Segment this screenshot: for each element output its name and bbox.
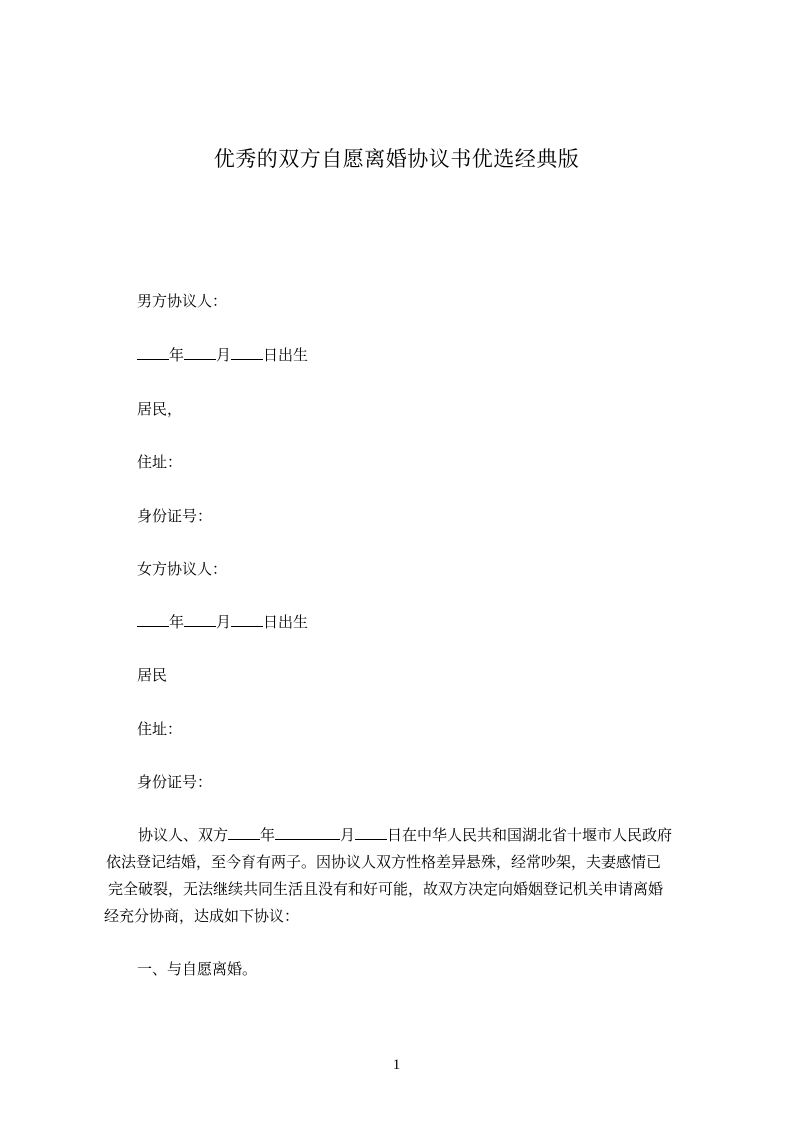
male-id-number: 身份证号： [137, 507, 213, 525]
male-birth-day-suffix: 日出生 [263, 346, 309, 364]
male-birth-date-line [137, 345, 308, 365]
marriage-year-suffix: 年 [260, 826, 276, 844]
female-birth-month-suffix: 月 [216, 613, 232, 631]
male-birth-year-suffix: 年 [169, 346, 185, 364]
page-number: 1 [392, 1057, 401, 1073]
agreement-prefix: 协议人、双方 [138, 826, 229, 844]
agreement-line-1-rest: 日在中华人民共和国湖北省十堰市人民政府 [387, 826, 673, 844]
marriage-month-blank [275, 825, 340, 840]
agreement-line-4: 经充分协商，达成如下协议： [104, 907, 300, 925]
female-birth-month-blank [184, 612, 216, 627]
document-title: 优秀的双方自愿离婚协议书优选经典版 [213, 147, 580, 171]
female-birth-date-line [137, 612, 308, 632]
male-residence: 居民， [137, 400, 183, 418]
agreement-line-1 [104, 822, 708, 849]
female-residence: 居民 [137, 666, 168, 684]
agreement-line-2: 依法登记结婚，至今育有两子。因协议人双方性格差异悬殊，经常吵架，夫妻感情已 [106, 853, 662, 871]
female-party-label: 女方协议人： [137, 560, 228, 578]
agreement-line-3: 完全破裂，无法继续共同生活且没有和好可能，故双方决定向婚姻登记机关申请离婚 [108, 880, 664, 898]
marriage-year-blank [228, 825, 260, 840]
agreement-paragraph [104, 822, 708, 930]
female-birth-year-blank [137, 612, 169, 627]
clause-1: 一、与自愿离婚。 [137, 960, 258, 978]
female-birth-day-suffix: 日出生 [263, 613, 309, 631]
male-birth-year-blank [137, 345, 169, 360]
female-birth-day-blank [231, 612, 263, 627]
female-id-number: 身份证号： [137, 773, 213, 791]
female-address: 住址： [137, 720, 183, 738]
male-address: 住址： [137, 453, 183, 471]
male-birth-day-blank [231, 345, 263, 360]
male-birth-month-suffix: 月 [216, 346, 232, 364]
marriage-day-blank [355, 825, 387, 840]
male-birth-month-blank [184, 345, 216, 360]
marriage-month-suffix: 月 [340, 826, 356, 844]
male-party-label: 男方协议人： [137, 292, 228, 310]
female-birth-year-suffix: 年 [169, 613, 185, 631]
